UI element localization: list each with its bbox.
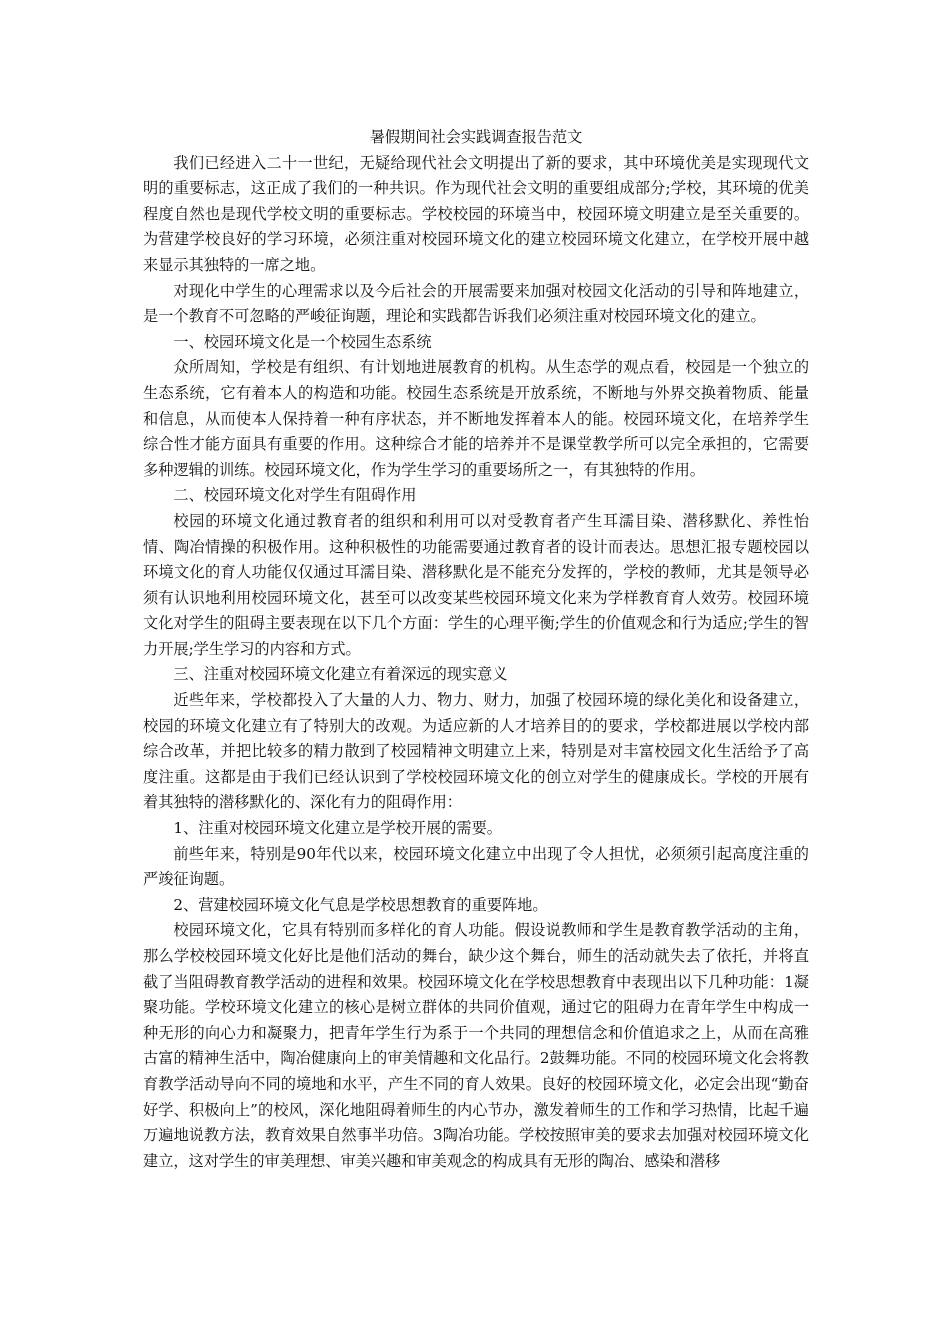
- section-heading-2: 二、校园环境文化对学生有阻碍作用: [173, 486, 417, 505]
- document-page: [143, 125, 809, 1174]
- paragraph-intro-1: 我们已经进入二十一世纪，无疑给现代社会文明提出了新的要求，其中环境优美是实现现代文明的重要标志，这正成了我们的一种共识。作为现代社会文明的重要组成部分;学校，其环境的优美程度自然也是现代学校文明的重要标志。学校校园的环境当中，校园环境文明建立是至关重要的。为营建学校良好的学习环境，必须注重对校园环境文化的建立校园环境文化建立，在学校开展中越来显示其独特的一席之地。: [143, 153, 809, 274]
- paragraph-section-3: 近些年来，学校都投入了大量的人力、物力、财力，加强了校园环境的绿化美化和设备建立，校园的环境文化建立有了特别大的改观。为适应新的人才培养目的的要求，学校都进展以学校内部综合改革，并把比较多的精力散到了校园精神文明建立上来，特别是对丰富校园文化生活给予了高度注重。这都是由于我们已经认识到了学校校园环境文化的创立对学生的健康成长。学校的开展有着其独特的潜移默化的、深化有力的阻碍作用：: [143, 691, 809, 812]
- paragraph-intro-2: 对现化中学生的心理需求以及今后社会的开展需要来加强对校园文化活动的引导和阵地建立，是一个教育不可忽略的严峻征询题，理论和实践都告诉我们必须注重对校园环境文化的建立。: [143, 281, 809, 326]
- subheading-1: 1、注重对校园环境文化建立是学校开展的需要。: [173, 819, 502, 838]
- subheading-2: 2、营建校园环境文化气息是学校思想教育的重要阵地。: [173, 895, 548, 914]
- section-heading-3: 三、注重对校园环境文化建立有着深远的现实意义: [173, 665, 508, 684]
- paragraph-sub-2: 校园环境文化，它具有特别而多样化的育人功能。假设说教师和学生是教育教学活动的主角，那么学校校园环境文化好比是他们活动的舞台，缺少这个舞台，师生的活动就失去了依托，并将直截了当阻碍教育教学活动的进程和效果。校园环境文化在学校思想教育中表现出以下几种功能：1凝聚功能。学校环境文化建立的核心是树立群体的共同价值观，通过它的阻碍力在青年学生中构成一种无形的向心力和凝聚力，把青年学生行为系于一个共同的理想信念和价值追求之上，从而在高雅古富的精神生活中，陶冶健康向上的审美情趣和文化品行。2鼓舞功能。不同的校园环境文化会将教育教学活动导向不同的境地和水平，产生不同的育人效果。良好的校园环境文化，必定会出现“勤奋好学、积极向上”的校风，深化地阻碍着师生的内心节办，激发着师生的工作和学习热情，比起千遍万遍地说教方法，教育效果自然事半功倍。3陶冶功能。学校按照审美的要求去加强对校园环境文化建立，这对学生的审美理想、审美兴趣和审美观念的构成具有无形的陶冶、感染和潜移: [143, 921, 809, 1170]
- section-heading-1: 一、校园环境文化是一个校园生态系统: [173, 332, 432, 351]
- document-title: 暑假期间社会实践调查报告范文: [369, 128, 583, 146]
- paragraph-section-2: 校园的环境文化通过教育者的组织和利用可以对受教育者产生耳濡目染、潜移默化、养性怡情、陶冶情操的积极作用。这种积极性的功能需要通过教育者的设计而表达。思想汇报专题校园以环境文化的育人功能仅仅通过耳濡目染、潜移默化是不能充分发挥的，学校的教师，尤其是领导必须有认识地利用校园环境文化，甚至可以改变某些校园环境文化来为学样教育育人效劳。校园环境文化对学生的阻碍主要表现在以下几个方面：学生的心理平衡;学生的价值观念和行为适应;学生的智力开展;学生学习的内容和方式。: [143, 511, 809, 658]
- paragraph-sub-1: 前些年来，特别是90年代以来，校园环境文化建立中出现了令人担忧，必须须引起高度注重的严竣征询题。: [143, 844, 809, 889]
- paragraph-section-1: 众所周知，学校是有组织、有计划地进展教育的机构。从生态学的观点看，校园是一个独立的生态系统，它有着本人的构造和功能。校园生态系统是开放系统，不断地与外界交换着物质、能量和信息，从而使本人保持着一种有序状态，并不断地发挥着本人的能。校园环境文化，在培养学生综合性才能方面具有重要的作用。这种综合才能的培养并不是课堂教学所可以完全承担的，它需要多种逻辑的训练。校园环境文化，作为学生学习的重要场所之一，有其独特的作用。: [143, 358, 809, 479]
